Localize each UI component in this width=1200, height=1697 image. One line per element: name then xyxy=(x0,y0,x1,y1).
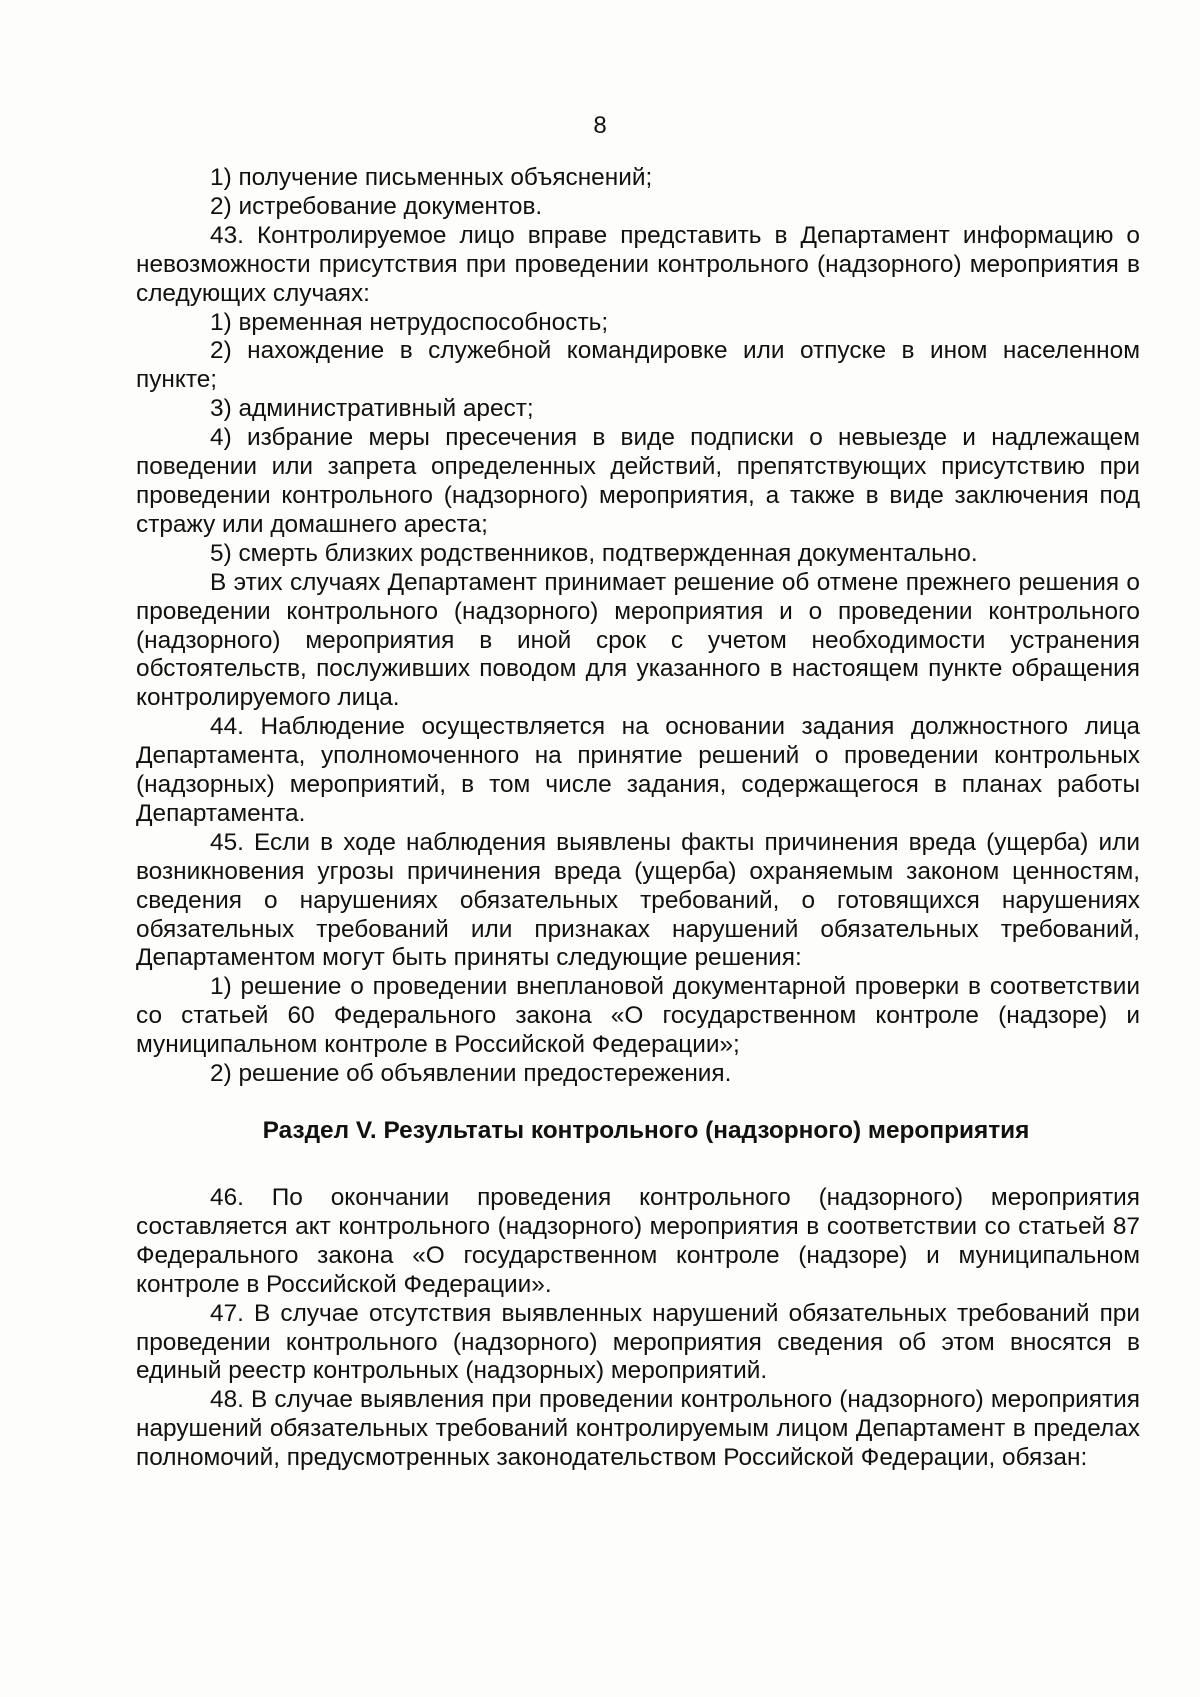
section-heading: Раздел V. Результаты контрольного (надзорного) мероприятия xyxy=(262,1117,1030,1144)
paragraph: 45. Если в ходе наблюдения выявлены факты причинения вреда (ущерба) или возникновения угрозы причинения вреда (ущерба) охраняемым законом ценностям, сведения о нарушениях обязательных требований, о готовящихся нарушениях обязательных требований или признаках нарушений обязательных требований, Департаментом могут быть приняты следующие решения: xyxy=(136,828,1140,972)
paragraph: 1) решение о проведении внеплановой документарной проверки в соответствии со статьей 60 Федерального закона «О государственном контроле (надзоре) и муниципальном контроле в Российской Федерации»; xyxy=(136,973,1140,1059)
paragraph: 43. Контролируемое лицо вправе представить в Департамент информацию о невозможности присутствия при проведении контрольного (надзорного) мероприятия в следующих случаях: xyxy=(136,221,1140,307)
paragraph: В этих случаях Департамент принимает решение об отмене прежнего решения о проведении контрольного (надзорного) мероприятия и о проведении контрольного (надзорного) мероприятия в иной срок с учетом необходимости устранения обстоятельств, послуживших поводом для указанного в настоящем пункте обращения контролируемого лица. xyxy=(136,568,1140,712)
paragraph: 46. По окончании проведения контрольного (надзорного) мероприятия составляется акт контрольного (надзорного) мероприятия в соответствии со статьей 87 Федерального закона «О государственном контроле (надзоре) и муниципальном контроле в Российской Федерации». xyxy=(136,1184,1140,1298)
paragraph: 44. Наблюдение осуществляется на основании задания должностного лица Департамента, уполномоченного на принятие решений о проведении контрольных (надзорных) мероприятий, в том числе задания, содержащегося в планах работы Департамента. xyxy=(136,713,1140,827)
paragraph: 1) временная нетрудоспособность; xyxy=(210,308,609,336)
paragraph: 47. В случае отсутствия выявленных нарушений обязательных требований при проведении контрольного (надзорного) мероприятия сведения об этом вносятся в единый реестр контрольных (надзорных) мероприятий. xyxy=(136,1299,1140,1385)
document-body xyxy=(136,164,1140,1473)
paragraph: 5) смерть близких родственников, подтвержденная документально. xyxy=(210,539,978,567)
paragraph: 3) административный арест; xyxy=(210,395,534,423)
page-number: 8 xyxy=(593,112,607,139)
paragraph: 48. В случае выявления при проведении контрольного (надзорного) мероприятия нарушений обязательных требований контролируемым лицом Департамент в пределах полномочий, предусмотренных законодательством Российской Федерации, обязан: xyxy=(136,1386,1140,1472)
paragraph: 2) истребование документов. xyxy=(210,192,543,220)
paragraph: 2) решение об объявлении предостережения. xyxy=(210,1060,732,1088)
paragraph: 1) получение письменных объяснений; xyxy=(210,164,653,191)
paragraph: 4) избрание меры пресечения в виде подписки о невыезде и надлежащем поведении или запрета определенных действий, препятствующих присутствию при проведении контрольного (надзорного) мероприятия, а также в виде заключения под стражу или домашнего ареста; xyxy=(136,424,1140,538)
paragraph: 2) нахождение в служебной командировке или отпуске в ином населенном пункте; xyxy=(136,337,1140,394)
